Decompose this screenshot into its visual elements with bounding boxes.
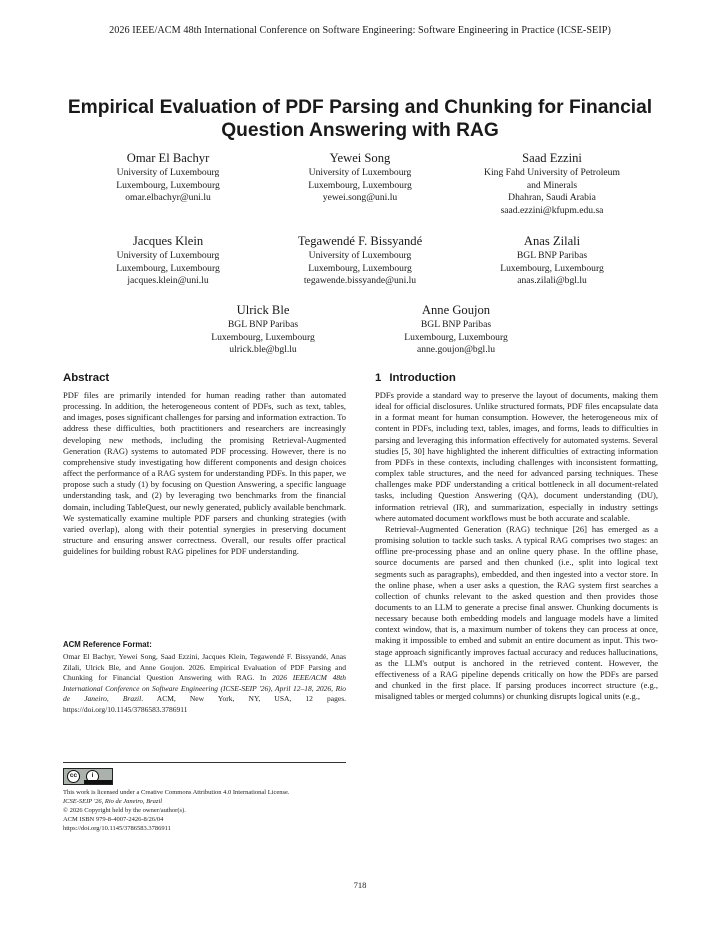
author-affiliation: and Minerals [526, 179, 578, 191]
author-block [270, 234, 450, 288]
acm-reference-venue: 2026 IEEE/ACM 48th International Conference on Software Engineering (ICSE-SEIP '26), April 12–18, 2026, Rio de Janeiro, Brazil [63, 673, 346, 703]
author-location: Luxembourg, Luxembourg [308, 179, 412, 191]
author-affiliation: University of Luxembourg [308, 167, 412, 178]
author-block [472, 234, 632, 288]
section-title: Introduction [389, 372, 456, 384]
paper-title: Empirical Evaluation of PDF Parsing and Chunking for Financial Question Answering with RAG [67, 97, 653, 141]
acm-reference-text [63, 652, 346, 715]
author-name: Ulrick Ble [236, 303, 290, 317]
intro-paragraph-2: Retrieval-Augmented Generation (RAG) technique [26] has emerged as a promising solution to tackle such tasks. A typical RAG comprises two stages: an offline pre-processing phase and an online query phase. In the offline phase, source documents are parsed and then chunked (i.e., split into logical text segments such as paragraphs), embedded, and then ingested into a vector store. In the online phase, when a user asks a question, the RAG system first searches a collection of chunks relevant to the asked question and then provides those documents to an LLM to generate a precise final answer. Chunking documents is necessary because both embedding models and language models have a limited context window, that is, a maximum number of tokens they can process at once, making it impossible to embed and submit an entire document as input. This two-stage approach significantly improves factual accuracy and reduces hallucinations, as the LLM's output is anchored in the retrieved content. However, the effectiveness of a RAG pipeline depends critically on how the PDFs are parsed and chunked in the first place. If parsing produces incorrect structure (e.g., misaligned tables or merged columns) or chunking disrupts logical units (e.g., [375, 523, 658, 702]
left-column [63, 372, 346, 752]
attribution-icon: i [86, 770, 99, 783]
author-email: saad.ezzini@kfupm.edu.sa [500, 204, 604, 216]
cc-by-license-icon[interactable] [63, 768, 113, 785]
license-isbn: ACM ISBN 979-8-4007-2426-8/26/04 [63, 816, 164, 823]
author-email: yewei.song@uni.lu [322, 192, 398, 204]
acm-reference-heading: ACM Reference Format: [63, 640, 152, 649]
cc-icon: cc [67, 770, 80, 783]
author-name: Anas Zilali [523, 234, 581, 248]
author-block [183, 303, 343, 357]
right-column [375, 372, 658, 702]
author-location: Luxembourg, Luxembourg [116, 262, 220, 274]
introduction-heading [375, 372, 658, 385]
author-affiliation: University of Luxembourg [116, 250, 220, 261]
author-affiliation: BGL BNP Paribas [516, 250, 588, 261]
author-block [280, 151, 440, 205]
author-block [462, 151, 642, 217]
acm-reference-tail: . ACM, New York, NY, USA, 12 pages. https://doi.org/10.1145/3786583.3786911 [63, 694, 347, 714]
author-name: Tegawendé F. Bissyandé [297, 234, 423, 248]
author-location: Luxembourg, Luxembourg [308, 262, 412, 274]
author-location: Luxembourg, Luxembourg [500, 262, 604, 274]
by-bar [84, 780, 112, 784]
author-email: tegawende.bissyande@uni.lu [303, 275, 417, 287]
license-copyright: © 2026 Copyright held by the owner/author(s). [63, 807, 186, 814]
license-statement: This work is licensed under a Creative Commons Attribution 4.0 International License. [63, 789, 290, 796]
author-name: Saad Ezzini [522, 151, 582, 165]
author-email: ulrick.ble@bgl.lu [229, 344, 297, 356]
author-affiliation: BGL BNP Paribas [420, 319, 492, 330]
author-affiliation: BGL BNP Paribas [227, 319, 299, 330]
page-number: 718 [353, 880, 367, 890]
footnote-rule [63, 762, 346, 763]
abstract-text: PDF files are primarily intended for human reading rather than automated processing. In addition, the heterogeneous content of PDFs, such as text, tables, and images, poses significant challenges for parsing and information extraction. To address these difficulties, both practitioners and researchers are increasingly developing new methods, including the promising Retrieval-Augmented Generation (RAG) systems to automated PDF processing. However, there is no comprehensive study investigating how different components and design choices affect the performance of a RAG system for understanding PDFs. In this paper, we propose such a study (1) by focusing on Question Answering, a specific language understanding task, and (2) by leveraging two benchmarks from the financial domain, including TableQuest, our newly generated, publicly available benchmark. We systematically examine multiple PDF parsers and chunking strategies (with varied overlap), along with their potential synergies in preserving document structure and ensuring answer correctness. Overall, our results offer practical guidelines for building robust RAG pipelines for PDF understanding. [63, 390, 346, 557]
license-block [63, 788, 353, 833]
author-location: Luxembourg, Luxembourg [116, 179, 220, 191]
author-email: anas.zilali@bgl.lu [517, 275, 587, 287]
license-venue: ICSE-SEIP '26, Rio de Janeiro, Brazil [63, 798, 163, 805]
abstract-heading: Abstract [63, 372, 110, 384]
author-name: Anne Goujon [421, 303, 491, 317]
author-location: Luxembourg, Luxembourg [404, 331, 508, 343]
author-email: omar.elbachyr@uni.lu [125, 192, 211, 204]
author-affiliation: University of Luxembourg [308, 250, 412, 261]
conference-header: 2026 IEEE/ACM 48th International Conference on Software Engineering: Software Engineering in Practice (ICSE-SEIP) [109, 25, 611, 36]
author-name: Jacques Klein [132, 234, 204, 248]
author-location: Dhahran, Saudi Arabia [508, 192, 596, 204]
author-block [88, 234, 248, 288]
license-doi[interactable]: https://doi.org/10.1145/3786583.3786911 [63, 825, 171, 832]
author-affiliation: King Fahd University of Petroleum [484, 167, 620, 178]
author-block [88, 151, 248, 205]
intro-paragraph-1: PDFs provide a standard way to preserve the layout of documents, making them ideal for official disclosures. Unlike structured formats, PDF files encapsulate data in a format meant for human consumption. However, the heterogeneous mix of content in PDFs, including text, tables, images, and forms, leads to difficulties in parsing and leveraging this information effectively for automated systems. Several studies [5, 30] have highlighted the inherent difficulties of extracting information from PDFs in these contexts, including challenges with inconsistent formatting, complex table structures, and the need for advanced parsing techniques. These challenges make PDF understanding a critical bottleneck in all document-related tasks, including Question Answering (QA), document understanding (DU), information retrieval (IR), and summarization, especially in industry settings where automated document workflows must be both accurate and scalable. [375, 390, 658, 523]
author-location: Luxembourg, Luxembourg [211, 331, 315, 343]
author-email: jacques.klein@uni.lu [127, 275, 209, 287]
author-name: Omar El Bachyr [126, 151, 210, 165]
author-affiliation: University of Luxembourg [116, 167, 220, 178]
author-name: Yewei Song [329, 151, 391, 165]
acm-reference-authors: Omar El Bachyr, Yewei Song, Saad Ezzini, Jacques Klein, Tegawendé F. Bissyandé, Anas Zilali, Ulrick Ble, and Anne Goujon. 2026. Empirical Evaluation of PDF Parsing and Chunking for Financial Question Answering with RAG. In [63, 652, 346, 682]
author-block [376, 303, 536, 357]
section-number: 1 [375, 372, 382, 384]
author-email: anne.goujon@bgl.lu [416, 344, 496, 356]
